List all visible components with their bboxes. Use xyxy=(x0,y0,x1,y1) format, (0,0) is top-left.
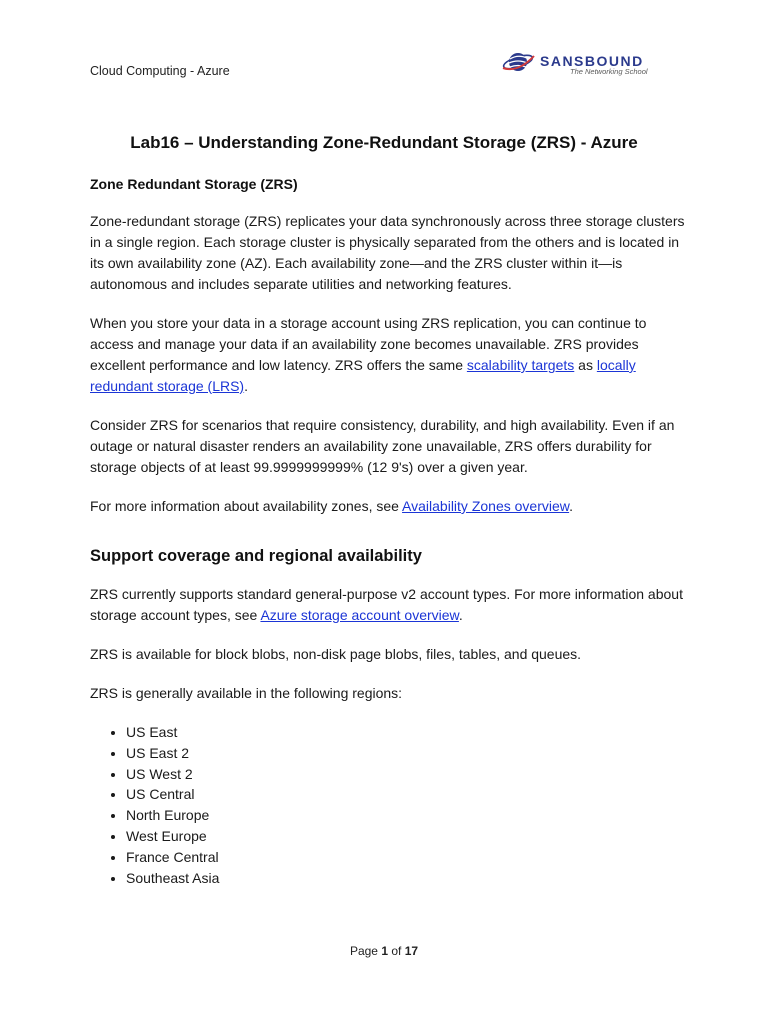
list-item: • Southeast Asia xyxy=(126,868,690,889)
list-item: • France Central xyxy=(126,847,690,868)
text-segment: . xyxy=(458,607,463,623)
paragraph-account-types xyxy=(90,584,690,626)
running-header: Cloud Computing - Azure xyxy=(90,64,230,78)
subtitle-heading: Zone Redundant Storage (ZRS) xyxy=(90,176,298,192)
paragraph-supported-services: ZRS is available for block blobs, non-disk page blobs, files, tables, and queues. xyxy=(90,646,582,662)
list-item: • US Central xyxy=(126,784,690,805)
page-footer xyxy=(0,944,768,958)
paragraph-zrs-intro: Zone-redundant storage (ZRS) replicates your data synchronously across three storage clusters in a single region. Each storage cluster is physically separated from the others and is located in its own availability zone (AZ). Each availability zone—and the ZRS cluster within it—is autonomous and includes separate utilities and networking features. xyxy=(90,213,685,292)
list-item: • US East 2 xyxy=(126,743,690,764)
paragraph-zrs-durability: Consider ZRS for scenarios that require consistency, durability, and high availability. Even if an outage or natural disaster renders an availability zone unavailable, ZRS offers durability for storage objects of at least 99.9999999999% (12 9's) over a given year. xyxy=(90,417,675,475)
logo-tagline: The Networking School xyxy=(570,67,648,76)
list-item: • West Europe xyxy=(126,826,690,847)
list-item: • US West 2 xyxy=(126,764,690,785)
text-segment: . xyxy=(244,378,248,394)
region-list xyxy=(90,722,690,888)
paragraph-availability-zones xyxy=(90,496,690,517)
globe-icon xyxy=(500,48,540,78)
text-segment: When you store your data in a storage account using ZRS replication, you can continue to access and manage your data if an availability zone becomes unavailable. ZRS provides excellent performance and low latency. ZRS offers the same xyxy=(90,315,647,373)
text-segment: as xyxy=(574,357,597,373)
section-heading: Support coverage and regional availability xyxy=(90,547,422,565)
storage-account-overview-link[interactable]: Azure storage account overview xyxy=(260,607,459,623)
text-segment: For more information about availability zones, see xyxy=(90,498,403,514)
paragraph-regions-intro: ZRS is generally available in the following regions: xyxy=(90,685,403,701)
logo-wordmark: SANSBOUND xyxy=(540,53,644,69)
text-segment: . xyxy=(569,498,573,514)
sansbound-logo xyxy=(500,48,680,78)
page-of-label: of xyxy=(391,944,402,958)
page-total: 17 xyxy=(404,944,419,958)
list-item: • North Europe xyxy=(126,805,690,826)
document-title: Lab16 – Understanding Zone-Redundant Storage (ZRS) - Azure xyxy=(130,133,638,152)
list-item: • US East xyxy=(126,722,690,743)
page-current: 1 xyxy=(381,944,388,958)
document-body xyxy=(90,176,690,888)
paragraph-zrs-replication xyxy=(90,313,690,397)
scalability-targets-link[interactable]: scalability targets xyxy=(466,357,575,373)
lrs-link[interactable]: locally redundant storage (LRS) xyxy=(90,357,636,394)
text-segment: ZRS currently supports standard general-purpose v2 account types. For more information about storage account types, see xyxy=(90,586,683,623)
page-label: Page xyxy=(349,944,378,958)
availability-zones-overview-link[interactable]: Availability Zones overview xyxy=(402,498,570,514)
